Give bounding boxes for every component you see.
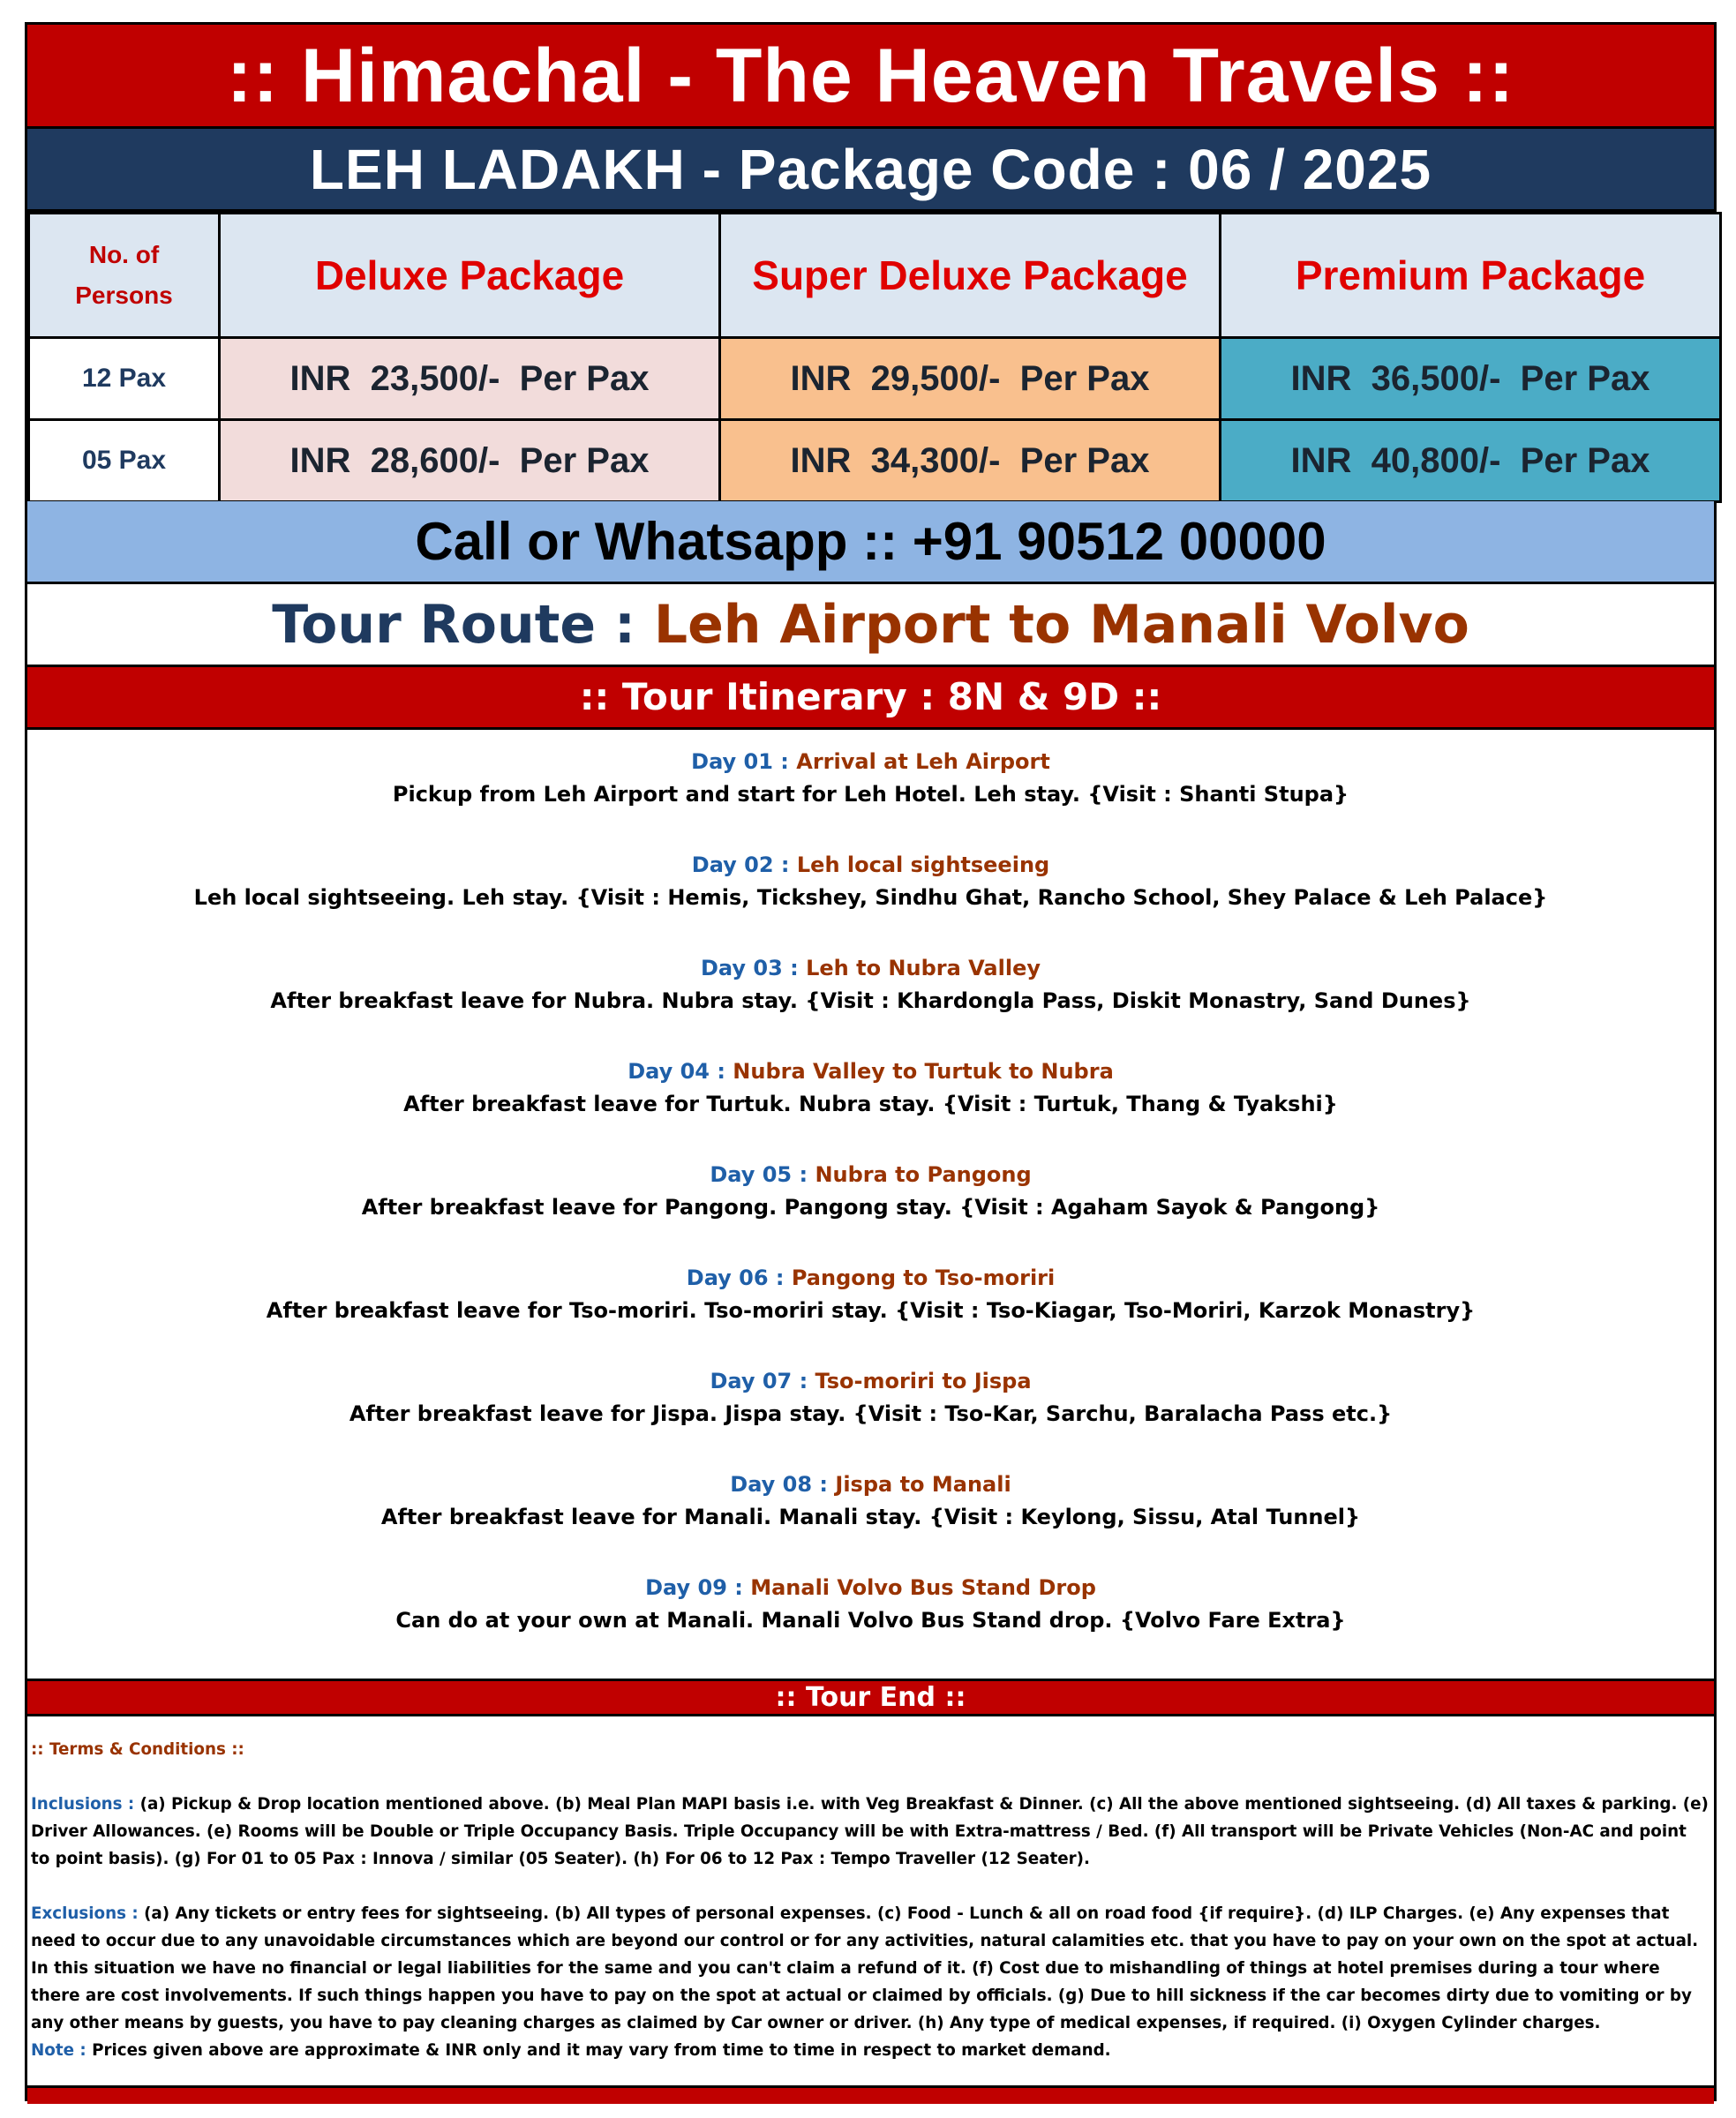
super-deluxe-package-header: Super Deluxe Package — [720, 214, 1221, 338]
day-title: Manali Volvo Bus Stand Drop — [750, 1575, 1096, 1600]
note-text: Prices given above are approximate & INR only and it may vary from time to time in respect to market demand. — [92, 2041, 1111, 2060]
list-item — [27, 746, 1714, 849]
brochure — [25, 22, 1717, 2101]
tour-route-label: Tour Route : — [272, 594, 635, 656]
contact-banner: Call or Whatsapp :: +91 90512 00000 — [27, 501, 1714, 584]
day-description: After breakfast leave for Pangong. Pangong stay. {Visit : Agaham Sayok & Pangong} — [361, 1195, 1380, 1220]
day-title: Leh local sightseeing — [796, 852, 1050, 877]
list-item — [27, 1572, 1714, 1675]
day-title: Pangong to Tso-moriri — [791, 1266, 1056, 1290]
day-description: Leh local sightseeing. Leh stay. {Visit : Hemis, Tickshey, Sindhu Ghat, Rancho School, Shey Palace & Leh Palace} — [193, 885, 1548, 910]
list-item — [27, 1262, 1714, 1365]
day-description: After breakfast leave for Tso-moriri. Tso-moriri stay. {Visit : Tso-Kiagar, Tso-Moriri, Karzok Monastry} — [266, 1298, 1476, 1323]
list-item — [27, 1055, 1714, 1159]
pax-count: 12 Pax — [29, 338, 220, 420]
super-deluxe-price: INR 34,300/- Per Pax — [720, 420, 1221, 502]
terms-title: :: Terms & Conditions :: — [31, 1740, 244, 1759]
note-label: Note : — [31, 2041, 86, 2060]
list-item — [27, 952, 1714, 1055]
deluxe-package-header: Deluxe Package — [220, 214, 720, 338]
page-title: :: Himachal - The Heaven Travels :: — [27, 25, 1714, 129]
day-number: Day 09 : — [645, 1575, 743, 1600]
day-number: Day 03 : — [701, 956, 799, 980]
day-description: Pickup from Leh Airport and start for Leh Hotel. Leh stay. {Visit : Shanti Stupa} — [392, 782, 1349, 807]
day-description: After breakfast leave for Nubra. Nubra stay. {Visit : Khardongla Pass, Diskit Monastry, Sand Dunes} — [270, 988, 1471, 1013]
tour-route-value: Leh Airport to Manali Volvo — [653, 594, 1469, 656]
day-description: After breakfast leave for Jispa. Jispa stay. {Visit : Tso-Kar, Sarchu, Baralacha Pass etc.} — [349, 1401, 1393, 1426]
pax-count: 05 Pax — [29, 420, 220, 502]
deluxe-price: INR 28,600/- Per Pax — [220, 420, 720, 502]
table-row — [29, 338, 1721, 420]
inclusions-text: (a) Pickup & Drop location mentioned above. (b) Meal Plan MAPI basis i.e. with Veg Breakfast & Dinner. (c) All the above mentioned sightseeing. (d) All taxes & parking. (e) Driver Allowances. (e) Rooms will be Double or Triple Occupancy Basis. Triple Occupancy will be with Extra-mattress / Bed. (f) All transport will be Private Vehicles (Non-AC and point to point basis). (g) For 01 to 05 Pax : Innova / similar (05 Seater). (h) For 06 to 12 Pax : Tempo Traveller (12 Seater). — [31, 1795, 1709, 1868]
day-number: Day 01 : — [691, 749, 789, 774]
day-title: Arrival at Leh Airport — [796, 749, 1050, 774]
itinerary-list — [27, 730, 1714, 1681]
premium-package-header: Premium Package — [1221, 214, 1721, 338]
day-number: Day 04 : — [628, 1059, 725, 1084]
day-title: Leh to Nubra Valley — [806, 956, 1041, 980]
tour-end-banner: :: Tour End :: — [27, 1681, 1714, 1716]
list-item — [27, 849, 1714, 952]
day-number: Day 05 : — [710, 1162, 808, 1187]
list-item — [27, 1159, 1714, 1262]
day-description: After breakfast leave for Turtuk. Nubra stay. {Visit : Turtuk, Thang & Tyakshi} — [403, 1092, 1338, 1116]
exclusions-text: (a) Any tickets or entry fees for sightseeing. (b) All types of personal expenses. (c) Food - Lunch & all on road food {if require}. (d) ILP Charges. (e) Any expenses that need to occur due to any unavoidable circumstances which are beyond our control or for any activities, natural calamities etc. that you have to pay on your own on the spot at actual. In this situation we have no financial or legal liabilities for the same and you can't claim a refund of it. (f) Cost due to mishandling of things at hotel premises during a tour where there are cost involvements. If such things happen you have to pay on the spot at actual or claimed by officials. (g) Due to hill sickness if the car becomes dirty due to vomiting or by any other means by guests, you have to pay cleaning charges as claimed by Car owner or driver. (h) Any type of medical expenses, if required. (i) Oxygen Cylinder charges. — [31, 1904, 1699, 2032]
day-number: Day 06 : — [686, 1266, 785, 1290]
day-description: Can do at your own at Manali. Manali Volvo Bus Stand drop. {Volvo Fare Extra} — [395, 1608, 1346, 1633]
exclusions-label: Exclusions : — [31, 1904, 139, 1923]
day-number: Day 02 : — [691, 852, 790, 877]
inclusions-label: Inclusions : — [31, 1795, 135, 1814]
day-title: Nubra to Pangong — [815, 1162, 1032, 1187]
premium-price: INR 36,500/- Per Pax — [1221, 338, 1721, 420]
premium-price: INR 40,800/- Per Pax — [1221, 420, 1721, 502]
terms-and-conditions — [27, 1716, 1714, 2088]
day-title: Tso-moriri to Jispa — [815, 1369, 1032, 1393]
price-table — [27, 212, 1722, 503]
tour-route — [27, 584, 1714, 667]
exclusions — [31, 1900, 1710, 2037]
package-code-banner: LEH LADAKH - Package Code : 06 / 2025 — [27, 129, 1714, 212]
table-row — [29, 420, 1721, 502]
day-title: Jispa to Manali — [835, 1472, 1011, 1497]
list-item — [27, 1365, 1714, 1468]
price-table-header — [29, 214, 1721, 338]
itinerary-title: :: Tour Itinerary : 8N & 9D :: — [27, 667, 1714, 730]
list-item — [27, 1468, 1714, 1572]
day-number: Day 07 : — [710, 1369, 808, 1393]
day-description: After breakfast leave for Manali. Manali stay. {Visit : Keylong, Sissu, Atal Tunnel} — [380, 1505, 1361, 1529]
footer-bar — [27, 2088, 1714, 2104]
day-title: Nubra Valley to Turtuk to Nubra — [733, 1059, 1114, 1084]
note — [31, 2037, 1710, 2064]
deluxe-price: INR 23,500/- Per Pax — [220, 338, 720, 420]
inclusions — [31, 1791, 1710, 1873]
persons-header: No. of Persons — [29, 214, 220, 338]
super-deluxe-price: INR 29,500/- Per Pax — [720, 338, 1221, 420]
day-number: Day 08 : — [730, 1472, 829, 1497]
